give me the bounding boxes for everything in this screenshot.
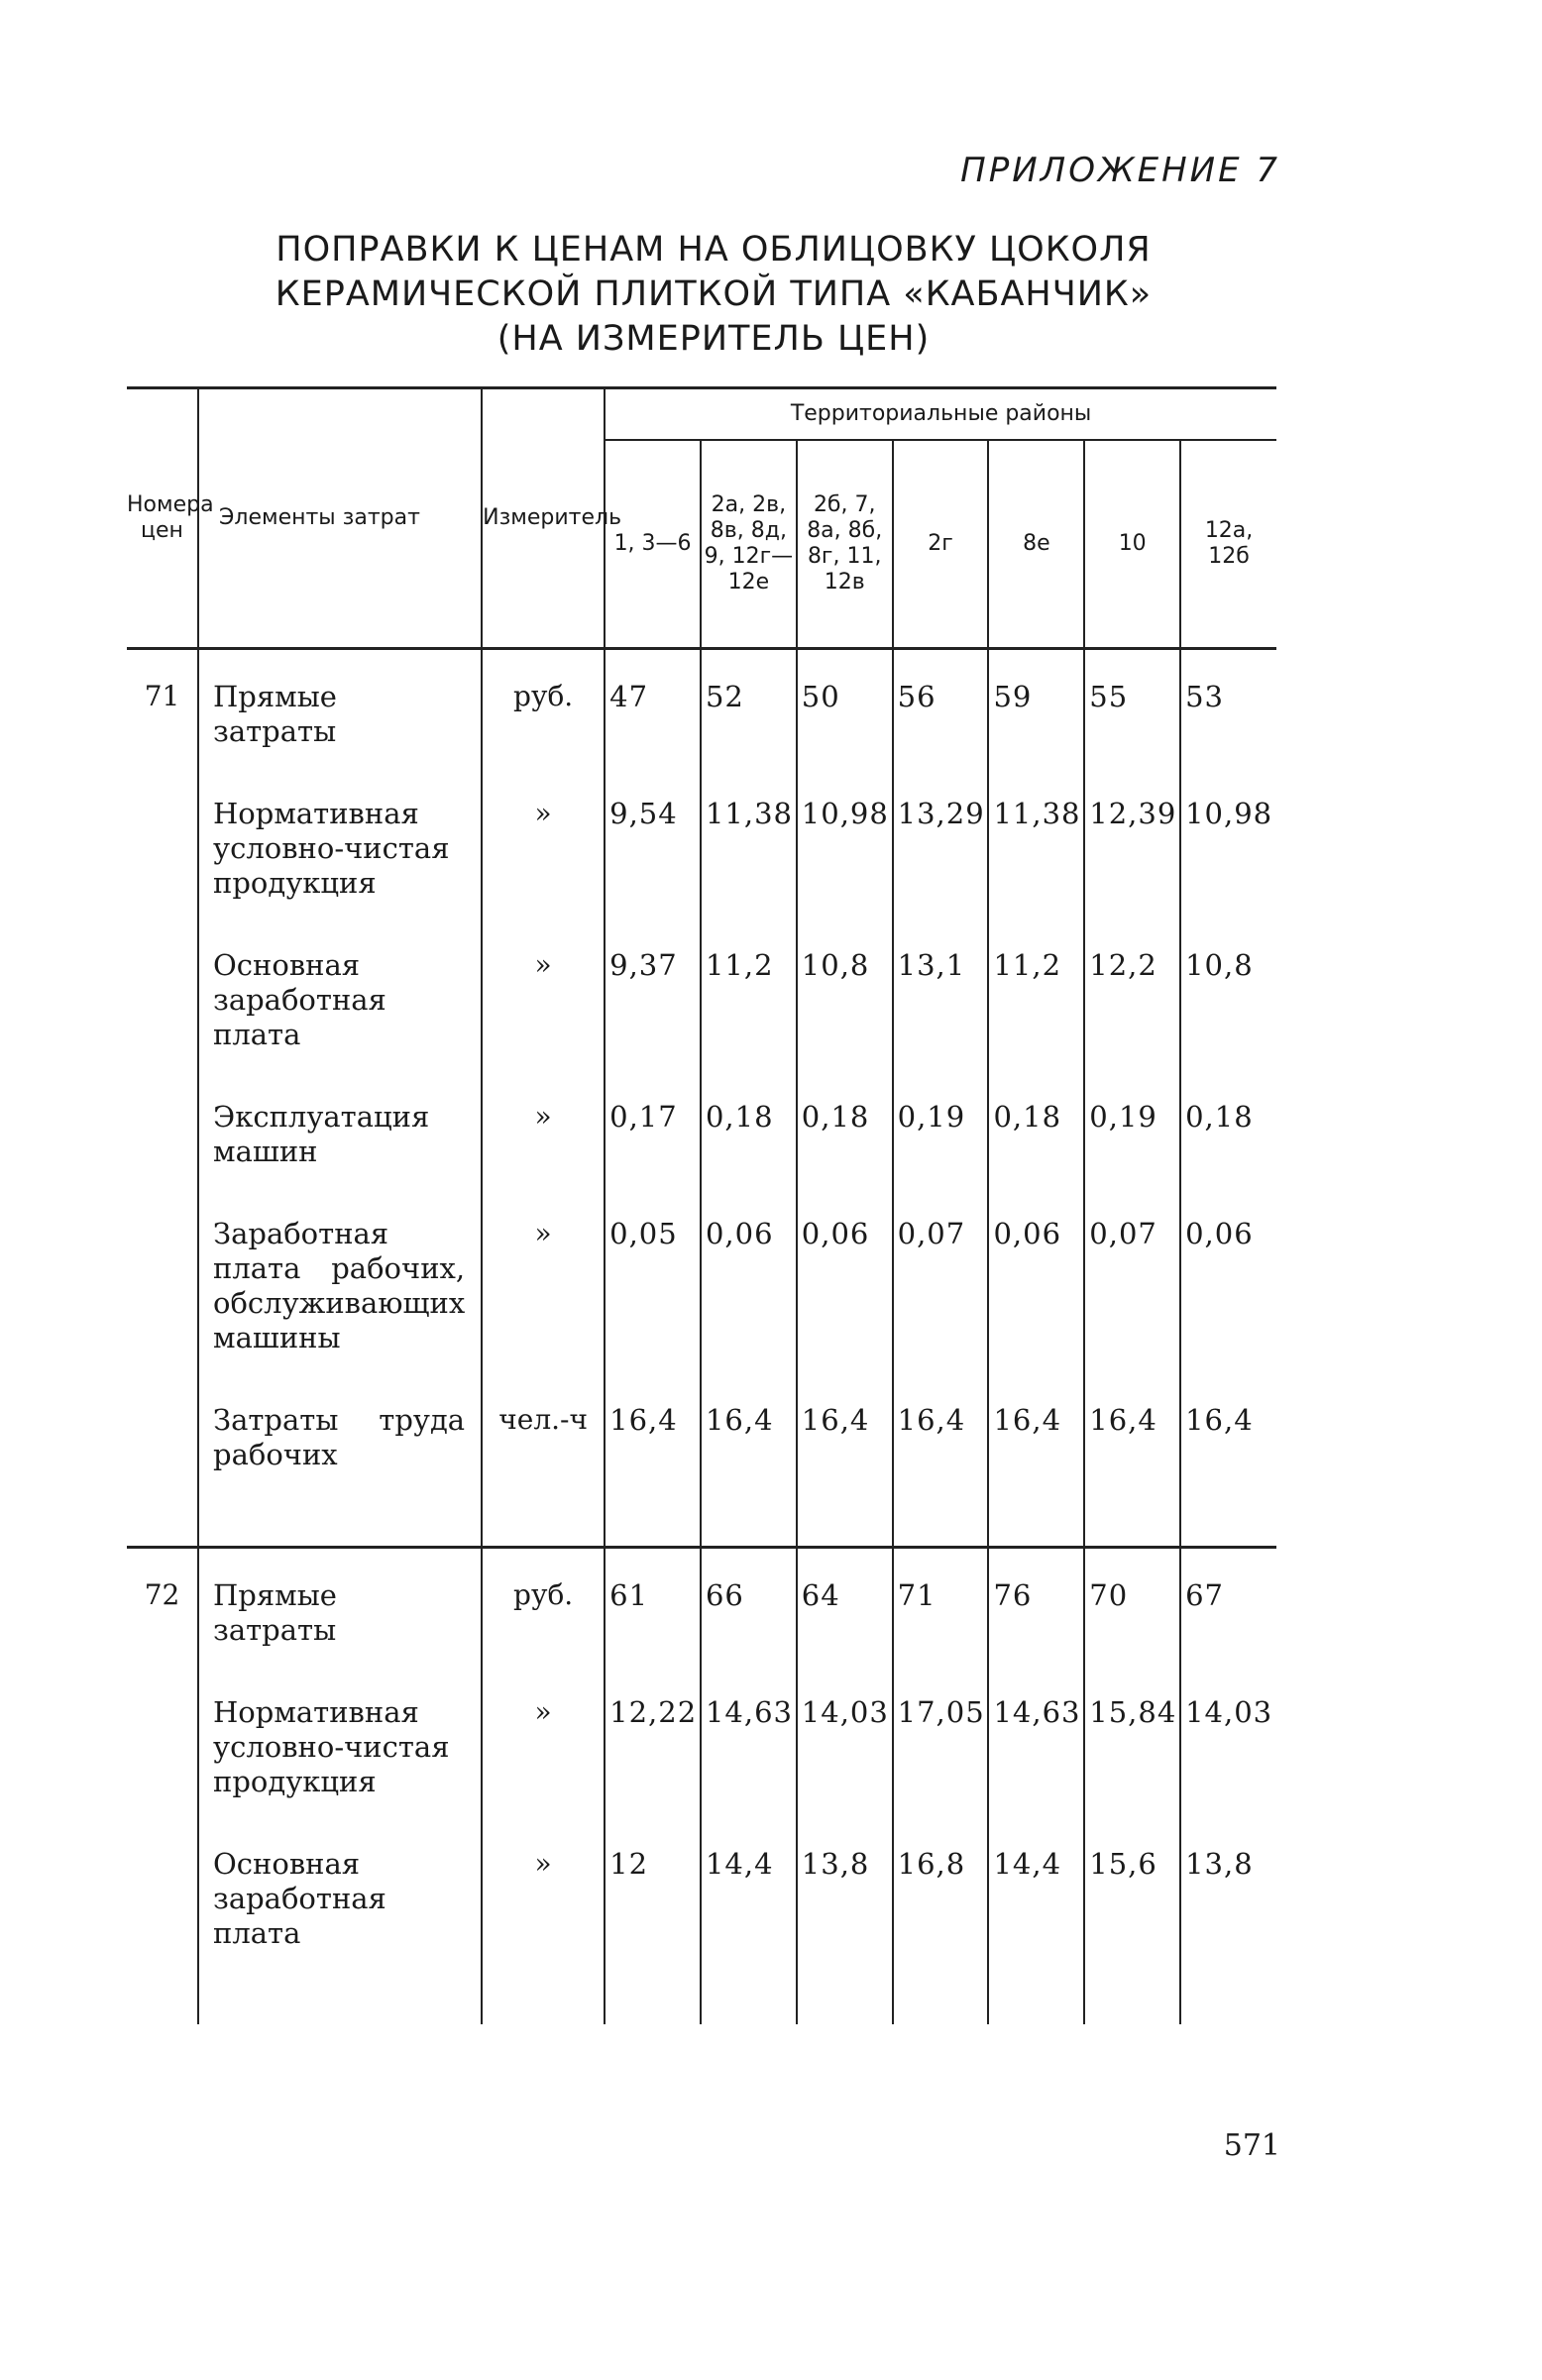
- empty-cell: [797, 1969, 893, 2024]
- cost-element: Заработная плата рабочих, обслуживающих машины: [198, 1187, 482, 1373]
- value-cell: 0,18: [701, 1070, 797, 1187]
- cost-element: Нормативная условно-чистая продукция: [198, 767, 482, 919]
- value-cell: 56: [893, 649, 989, 768]
- value-cell: 15,6: [1084, 1817, 1180, 1969]
- value-cell: 14,63: [701, 1666, 797, 1817]
- unit-cell: »: [482, 767, 605, 919]
- value-cell: 0,05: [605, 1187, 701, 1373]
- empty-cell: [701, 1490, 797, 1548]
- header-region-column: 12а, 12б: [1180, 440, 1276, 649]
- value-cell: 14,4: [701, 1817, 797, 1969]
- value-cell: 67: [1180, 1548, 1276, 1667]
- empty-cell: [701, 1969, 797, 2024]
- value-cell: 10,98: [797, 767, 893, 919]
- group-spacer: [127, 1969, 1276, 2024]
- value-cell: 0,06: [797, 1187, 893, 1373]
- price-group-72: [127, 1548, 1276, 2025]
- header-region-column: 2б, 7, 8а, 8б, 8г, 11, 12в: [797, 440, 893, 649]
- value-cell: 55: [1084, 649, 1180, 768]
- empty-cell: [482, 1490, 605, 1548]
- header-price-number: Номера цен: [127, 388, 198, 649]
- value-cell: 12,2: [1084, 919, 1180, 1070]
- value-cell: 0,06: [1180, 1187, 1276, 1373]
- value-cell: 17,05: [893, 1666, 989, 1817]
- value-cell: 16,4: [701, 1373, 797, 1490]
- empty-cell: [988, 1969, 1084, 2024]
- value-cell: 10,8: [1180, 919, 1276, 1070]
- page-number: 571: [1223, 2128, 1280, 2163]
- value-cell: 0,19: [1084, 1070, 1180, 1187]
- value-cell: 10,98: [1180, 767, 1276, 919]
- value-cell: 0,18: [1180, 1070, 1276, 1187]
- price-number: 71: [127, 649, 198, 1548]
- group-spacer: [127, 1490, 1276, 1548]
- unit-cell: »: [482, 1666, 605, 1817]
- value-cell: 71: [893, 1548, 989, 1667]
- header-region-column: 10: [1084, 440, 1180, 649]
- value-cell: 9,54: [605, 767, 701, 919]
- value-cell: 14,03: [797, 1666, 893, 1817]
- value-cell: 50: [797, 649, 893, 768]
- empty-cell: [893, 1490, 989, 1548]
- value-cell: 0,18: [988, 1070, 1084, 1187]
- header-region-column: 8е: [988, 440, 1084, 649]
- empty-cell: [797, 1490, 893, 1548]
- value-cell: 16,4: [1180, 1373, 1276, 1490]
- page-title: [238, 228, 1189, 362]
- cost-element: Основная заработная плата: [198, 919, 482, 1070]
- empty-cell: [198, 1490, 482, 1548]
- value-cell: 11,38: [988, 767, 1084, 919]
- value-cell: 16,4: [893, 1373, 989, 1490]
- value-cell: 0,07: [1084, 1187, 1180, 1373]
- value-cell: 12,39: [1084, 767, 1180, 919]
- unit-cell: руб.: [482, 1548, 605, 1667]
- value-cell: 16,4: [988, 1373, 1084, 1490]
- value-cell: 0,07: [893, 1187, 989, 1373]
- price-group-71: [127, 649, 1276, 1548]
- value-cell: 13,1: [893, 919, 989, 1070]
- value-cell: 11,38: [701, 767, 797, 919]
- value-cell: 10,8: [797, 919, 893, 1070]
- table-row: [127, 1548, 1276, 1667]
- value-cell: 0,18: [797, 1070, 893, 1187]
- value-cell: 14,4: [988, 1817, 1084, 1969]
- header-unit: Измеритель: [482, 388, 605, 649]
- empty-cell: [198, 1969, 482, 2024]
- unit-cell: »: [482, 919, 605, 1070]
- title-line: КЕРАМИЧЕСКОЙ ПЛИТКОЙ ТИПА «КАБАНЧИК»: [275, 274, 1153, 314]
- price-corrections-table: [127, 386, 1276, 2024]
- cost-element: Нормативная условно-чистая продукция: [198, 1666, 482, 1817]
- value-cell: 12: [605, 1817, 701, 1969]
- table-row: [127, 1070, 1276, 1187]
- value-cell: 14,63: [988, 1666, 1084, 1817]
- header-region-column: 2г: [893, 440, 989, 649]
- table-row: [127, 1666, 1276, 1817]
- appendix-label: ПРИЛОЖЕНИЕ 7: [960, 151, 1280, 190]
- table-row: [127, 1817, 1276, 1969]
- value-cell: 61: [605, 1548, 701, 1667]
- cost-element: Прямые затраты: [198, 1548, 482, 1667]
- table-row: [127, 649, 1276, 768]
- value-cell: 11,2: [701, 919, 797, 1070]
- value-cell: 14,03: [1180, 1666, 1276, 1817]
- cost-element: Прямые затраты: [198, 649, 482, 768]
- unit-cell: руб.: [482, 649, 605, 768]
- empty-cell: [1180, 1969, 1276, 2024]
- empty-cell: [1084, 1490, 1180, 1548]
- table-row: [127, 1187, 1276, 1373]
- empty-cell: [605, 1490, 701, 1548]
- value-cell: 0,06: [701, 1187, 797, 1373]
- value-cell: 9,37: [605, 919, 701, 1070]
- unit-cell: »: [482, 1187, 605, 1373]
- value-cell: 0,19: [893, 1070, 989, 1187]
- value-cell: 12,22: [605, 1666, 701, 1817]
- value-cell: 66: [701, 1548, 797, 1667]
- empty-cell: [1180, 1490, 1276, 1548]
- value-cell: 0,06: [988, 1187, 1084, 1373]
- value-cell: 13,29: [893, 767, 989, 919]
- unit-cell: чел.-ч: [482, 1373, 605, 1490]
- value-cell: 15,84: [1084, 1666, 1180, 1817]
- cost-element: Эксплуатация машин: [198, 1070, 482, 1187]
- value-cell: 52: [701, 649, 797, 768]
- value-cell: 47: [605, 649, 701, 768]
- header-region-column: 1, 3—6: [605, 440, 701, 649]
- value-cell: 13,8: [1180, 1817, 1276, 1969]
- title-line: (НА ИЗМЕРИТЕЛЬ ЦЕН): [496, 319, 931, 359]
- value-cell: 53: [1180, 649, 1276, 768]
- value-cell: 16,4: [605, 1373, 701, 1490]
- value-cell: 16,4: [1084, 1373, 1180, 1490]
- header-region-column: 2а, 2в, 8в, 8д, 9, 12г— 12е: [701, 440, 797, 649]
- value-cell: 16,8: [893, 1817, 989, 1969]
- title-line: ПОПРАВКИ К ЦЕНАМ НА ОБЛИЦОВКУ ЦОКОЛЯ: [275, 230, 1152, 270]
- header-regions: Территориальные районы: [605, 388, 1276, 441]
- header-cost-elements: Элементы затрат: [198, 388, 482, 649]
- empty-cell: [482, 1969, 605, 2024]
- value-cell: 0,17: [605, 1070, 701, 1187]
- empty-cell: [893, 1969, 989, 2024]
- empty-cell: [1084, 1969, 1180, 2024]
- empty-cell: [988, 1490, 1084, 1548]
- value-cell: 70: [1084, 1548, 1180, 1667]
- cost-element: Основная заработная плата: [198, 1817, 482, 1969]
- cost-element: Затраты труда рабочих: [198, 1373, 482, 1490]
- value-cell: 76: [988, 1548, 1084, 1667]
- table-row: [127, 1373, 1276, 1490]
- value-cell: 13,8: [797, 1817, 893, 1969]
- unit-cell: »: [482, 1070, 605, 1187]
- unit-cell: »: [482, 1817, 605, 1969]
- value-cell: 59: [988, 649, 1084, 768]
- table-row: [127, 767, 1276, 919]
- value-cell: 64: [797, 1548, 893, 1667]
- value-cell: 11,2: [988, 919, 1084, 1070]
- table-header: [127, 388, 1276, 649]
- value-cell: 16,4: [797, 1373, 893, 1490]
- empty-cell: [605, 1969, 701, 2024]
- table-row: [127, 919, 1276, 1070]
- price-number: 72: [127, 1548, 198, 2025]
